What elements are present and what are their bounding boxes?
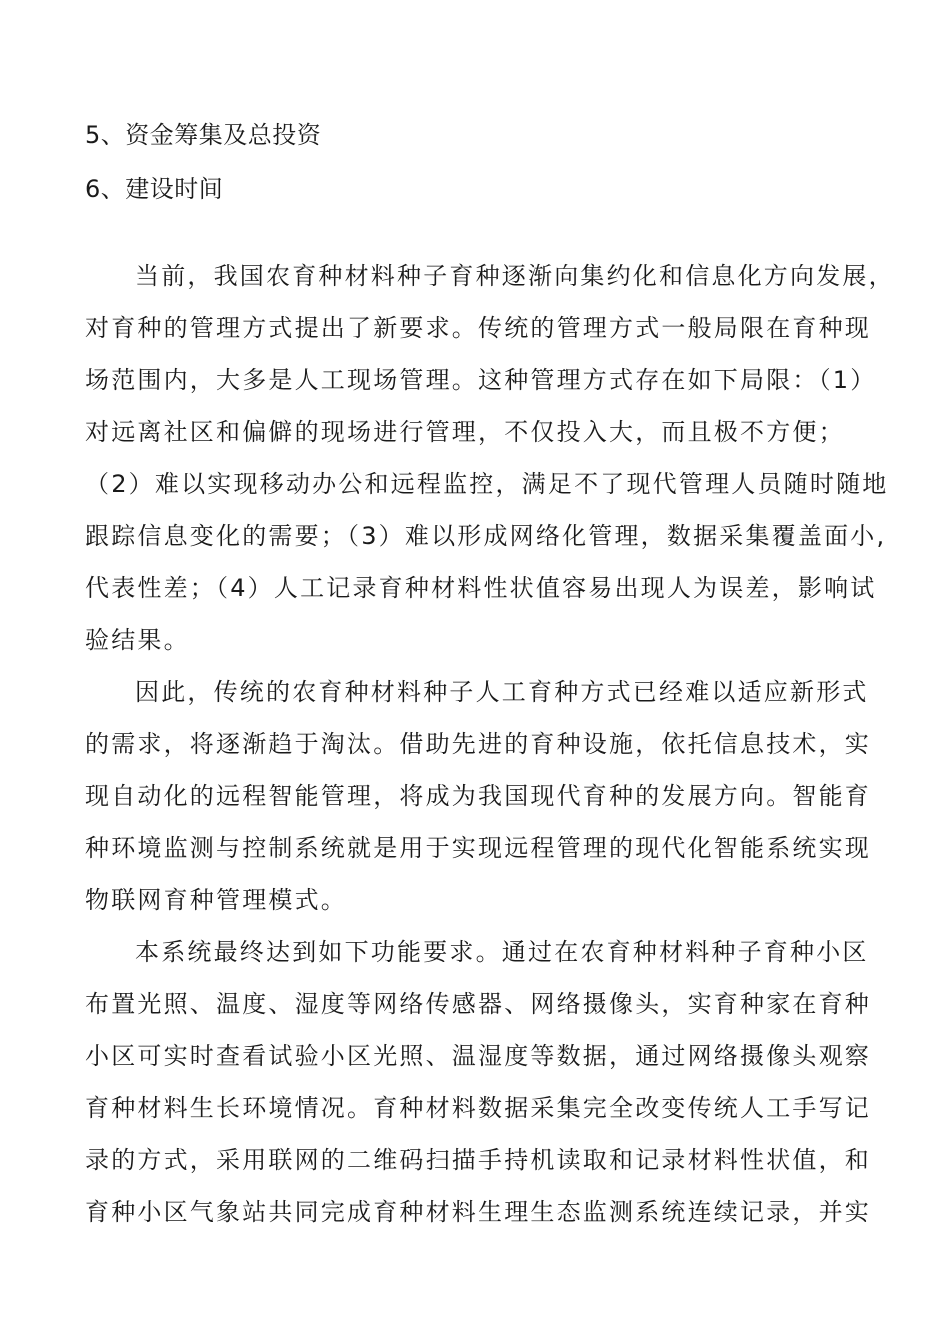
section-heading-funding: 5、资金筹集及总投资	[85, 121, 322, 149]
paragraph-line: 物联网育种管理模式。	[85, 886, 347, 914]
paragraph-line: 代表性差；（4）人工记录育种材料性状值容易出现人为误差，影响试	[85, 574, 877, 602]
paragraph-line: 本系统最终达到如下功能要求。通过在农育种材料种子育种小区	[135, 938, 869, 966]
paragraph-line: 现自动化的远程智能管理，将成为我国现代育种的发展方向。智能育	[85, 782, 871, 810]
paragraph-line: （2）难以实现移动办公和远程监控，满足不了现代管理人员随时随地	[85, 470, 889, 498]
paragraph-line: 跟踪信息变化的需要；（3）难以形成网络化管理，数据采集覆盖面小,	[85, 522, 887, 550]
paragraph-line: 的需求，将逐渐趋于淘汰。借助先进的育种设施，依托信息技术，实	[85, 730, 871, 758]
paragraph-line: 对远离社区和偏僻的现场进行管理，不仅投入大，而且极不方便；	[85, 418, 845, 446]
section-heading-schedule: 6、建设时间	[85, 175, 224, 203]
paragraph-line: 布置光照、温度、湿度等网络传感器、网络摄像头，实育种家在育种	[85, 990, 871, 1018]
paragraph-line: 验结果。	[85, 626, 190, 654]
paragraph-line: 育种小区气象站共同完成育种材料生理生态监测系统连续记录，并实	[85, 1198, 871, 1226]
paragraph-line: 当前，我国农育种材料种子育种逐渐向集约化和信息化方向发展，	[135, 262, 895, 290]
paragraph-line: 育种材料生长环境情况。育种材料数据采集完全改变传统人工手写记	[85, 1094, 871, 1122]
paragraph-line: 对育种的管理方式提出了新要求。传统的管理方式一般局限在育种现	[85, 314, 871, 342]
paragraph-line: 录的方式，采用联网的二维码扫描手持机读取和记录材料性状值，和	[85, 1146, 871, 1174]
paragraph-line: 种环境监测与控制系统就是用于实现远程管理的现代化智能系统实现	[85, 834, 871, 862]
paragraph-line: 因此，传统的农育种材料种子人工育种方式已经难以适应新形式	[135, 678, 869, 706]
paragraph-line: 小区可实时查看试验小区光照、温湿度等数据，通过网络摄像头观察	[85, 1042, 871, 1070]
paragraph-line: 场范围内，大多是人工现场管理。这种管理方式存在如下局限：（1）	[85, 366, 877, 394]
